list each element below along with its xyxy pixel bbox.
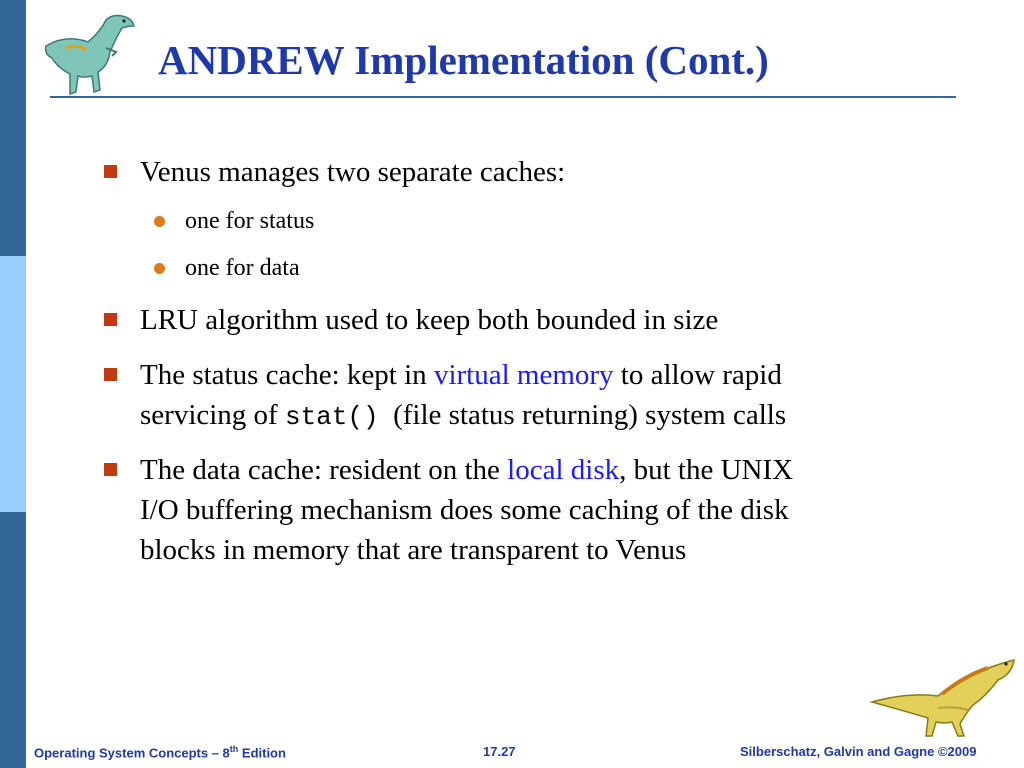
footer-text: Edition (238, 745, 286, 761)
footer-book-title (34, 744, 286, 760)
bullet-line (140, 395, 1000, 437)
footer-page-number: 17.27 (483, 744, 516, 759)
sub-bullet-status (185, 206, 314, 236)
virtual-memory-link[interactable]: virtual memory (433, 359, 614, 391)
footer-superscript: th (229, 744, 239, 754)
slide-title: ANDREW Implementation (Cont.) (158, 37, 769, 83)
square-bullet-icon (104, 463, 117, 476)
square-bullet-icon (104, 368, 117, 381)
sub-bullet-text: one for status (185, 208, 315, 234)
bullet-line (140, 355, 1000, 395)
footer-text: Operating System Concepts – 8 (34, 745, 230, 761)
bullet-line (140, 450, 1000, 490)
bullet-text: LRU algorithm used to keep both bounded in size (140, 304, 719, 336)
bullet-text: (file status returning) system calls (378, 399, 787, 431)
bullet-text: The data cache: resident on the (140, 454, 508, 486)
square-bullet-icon (104, 313, 117, 326)
bullet-data-cache (140, 450, 1000, 570)
bullet-line: I/O buffering mechanism does some caching of the disk (140, 494, 789, 526)
sub-bullet-data (185, 253, 300, 283)
sub-bullet-text: one for data (185, 255, 300, 281)
dinosaur-mascot-icon (868, 650, 1018, 740)
bullet-lru (140, 300, 1000, 340)
local-disk-link[interactable]: local disk (507, 454, 620, 486)
bullet-text: to allow rapid (613, 359, 782, 391)
square-bullet-icon (104, 165, 117, 178)
bullet-status-cache (140, 355, 1000, 437)
bullet-venus-caches (140, 152, 1000, 192)
footer-copyright: Silberschatz, Galvin and Gagne ©2009 (740, 744, 977, 759)
round-bullet-icon (154, 216, 165, 227)
bullet-text: Venus manages two separate caches: (140, 156, 566, 188)
bullet-line: blocks in memory that are transparent to Venus (140, 534, 687, 566)
bullet-text: The status cache: kept in (140, 359, 434, 391)
round-bullet-icon (154, 263, 165, 274)
bullet-text: , but the UNIX (619, 454, 794, 486)
bullet-text: servicing of (140, 399, 285, 431)
stat-code: stat() (284, 402, 379, 432)
